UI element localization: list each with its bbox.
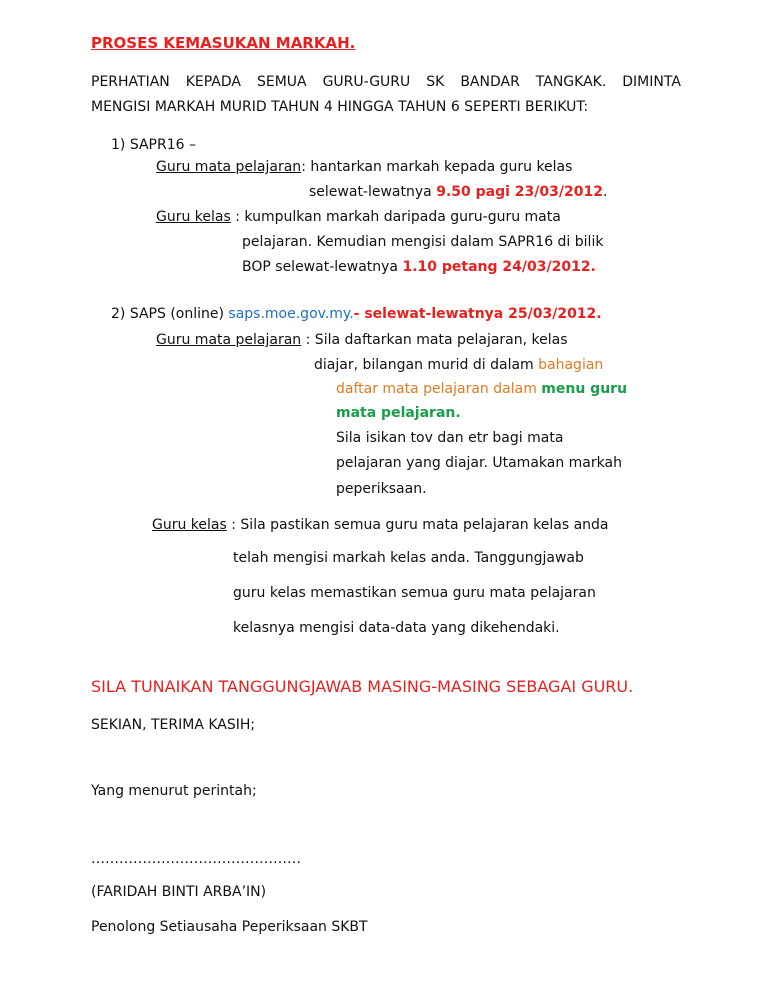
intro-word: DIMINTA: [622, 74, 681, 90]
intro-word: TANGKAK.: [535, 74, 607, 90]
item2-guru-kelas-label: Guru kelas: [152, 517, 227, 533]
item1-heading: 1) SAPR16 –: [111, 137, 196, 153]
intro-word: GURU-GURU: [322, 74, 411, 90]
item2-guru-mp-line: Guru mata pelajaran : Sila daftarkan mata pelajaran, kelas: [156, 332, 568, 348]
intro-word: PERHATIAN: [91, 74, 170, 90]
deadline-value: 9.50 pagi 23/03/2012: [436, 184, 603, 200]
signatory-role: Penolong Setiausaha Peperiksaan SKBT: [91, 919, 368, 935]
item2-gk-line-a: telah mengisi markah kelas anda. Tanggungjawab: [233, 550, 584, 566]
intro-word: SEMUA: [256, 74, 307, 90]
item2-guru-mp-label: Guru mata pelajaran: [156, 332, 302, 348]
item1-deadline-1: selewat-lewatnya 9.50 pagi 23/03/2012.: [309, 184, 608, 200]
intro-line-1: [91, 73, 681, 91]
intro-word: KEPADA: [185, 74, 241, 90]
item2-line-a: diajar, bilangan murid di dalam bahagian: [314, 357, 604, 373]
item2-line-f: peperiksaan.: [336, 481, 427, 497]
item2-line-d: Sila isikan tov dan etr bagi mata: [336, 430, 564, 446]
closing-thanks: SEKIAN, TERIMA KASIH;: [91, 717, 256, 733]
closing-reminder: SILA TUNAIKAN TANGGUNGJAWAB MASING-MASING SEBAGAI GURU.: [91, 677, 634, 696]
item2-gk-line-c: kelasnya mengisi data-data yang dikehendaki.: [233, 620, 560, 636]
item2-heading: 2) SAPS (online) saps.moe.gov.my.- selewat-lewatnya 25/03/2012.: [111, 306, 602, 322]
signature-dots: ………………………………………: [91, 851, 301, 867]
closing-order: Yang menurut perintah;: [91, 783, 257, 799]
intro-line-2: MENGISI MARKAH MURID TAHUN 4 HINGGA TAHUN 6 SEPERTI BERIKUT:: [91, 99, 589, 115]
signatory-name: (FARIDAH BINTI ARBA’IN): [91, 884, 267, 900]
item2-gk-line-b: guru kelas memastikan semua guru mata pelajaran: [233, 585, 596, 601]
item2-line-b: daftar mata pelajaran dalam menu guru: [336, 381, 628, 397]
item1-guru-mp-line: Guru mata pelajaran: hantarkan markah kepada guru kelas: [156, 159, 573, 175]
deadline-value: selewat-lewatnya 25/03/2012.: [364, 306, 602, 322]
item1-guru-kelas-line: Guru kelas : kumpulkan markah daripada guru-guru mata: [156, 209, 561, 225]
item1-line-a: pelajaran. Kemudian mengisi dalam SAPR16 di bilik: [242, 234, 604, 250]
deadline-value: 1.10 petang 24/03/2012.: [402, 259, 596, 275]
intro-word: SK: [426, 74, 445, 90]
item2-guru-kelas-line: Guru kelas : Sila pastikan semua guru mata pelajaran kelas anda: [152, 517, 609, 533]
saps-url-link[interactable]: saps.moe.gov.my.: [228, 306, 354, 322]
intro-word: BANDAR: [460, 74, 520, 90]
item2-line-e: pelajaran yang diajar. Utamakan markah: [336, 455, 622, 471]
item1-line-b: BOP selewat-lewatnya 1.10 petang 24/03/2012.: [242, 259, 596, 275]
item1-guru-kelas-label: Guru kelas: [156, 209, 231, 225]
item1-guru-mp-label: Guru mata pelajaran: [156, 159, 302, 175]
document-title: PROSES KEMASUKAN MARKAH.: [91, 34, 356, 52]
item2-line-c: mata pelajaran.: [336, 405, 461, 421]
